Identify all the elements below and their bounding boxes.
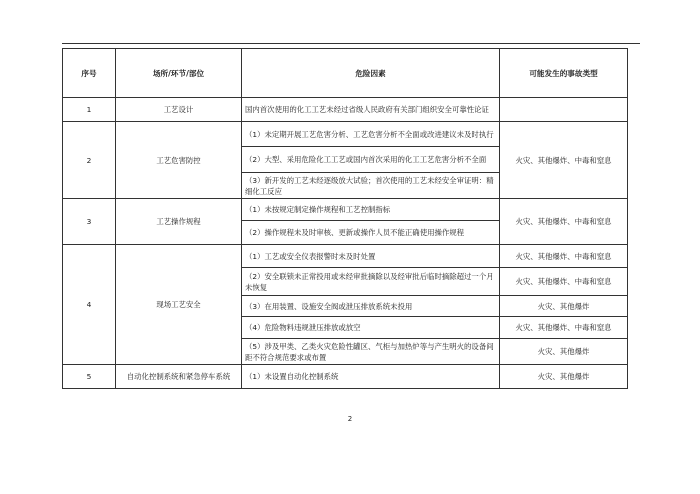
row-accident: 火灾、其他爆炸、中毒和窒息 (500, 317, 628, 339)
table-row (63, 365, 628, 389)
col-header-no: 序号 (63, 49, 116, 98)
col-header-accident: 可能发生的事故类型 (500, 49, 628, 98)
row-number: 3 (63, 199, 116, 245)
row-accident (500, 98, 628, 122)
table-row (63, 122, 628, 147)
row-hazard: （1）未定期开展工艺危害分析、工艺危害分析不全面或改进建议未及时执行 (242, 122, 500, 147)
row-hazard: （1）工艺或安全仪表报警时未及时处置 (242, 245, 500, 268)
row-hazard: （5）涉及甲类、乙类火灾危险性罐区、气柜与加热炉等与产生明火的设备间距不符合规范要求或布置 (242, 339, 500, 365)
row-place: 工艺危害防控 (116, 122, 242, 199)
row-place: 工艺设计 (116, 98, 242, 122)
row-hazard: 国内首次使用的化工工艺未经过省级人民政府有关部门组织安全可靠性论证 (242, 98, 500, 122)
table-row (63, 245, 628, 268)
row-accident: 火灾、其他爆炸、中毒和窒息 (500, 199, 628, 245)
row-accident: 火灾、其他爆炸、中毒和窒息 (500, 245, 628, 268)
header-rule (62, 43, 640, 44)
hazard-table (62, 48, 628, 389)
row-place: 现场工艺安全 (116, 245, 242, 365)
row-number: 2 (63, 122, 116, 199)
row-hazard: （2）安全联锁未正常投用或未经审批摘除以及经审批后临时摘除超过一个月未恢复 (242, 268, 500, 296)
table-row (63, 199, 628, 221)
col-header-place: 场所/环节/部位 (116, 49, 242, 98)
row-accident: 火灾、其他爆炸 (500, 365, 628, 389)
row-place: 工艺操作规程 (116, 199, 242, 245)
row-hazard: （2）操作规程未及时审核、更新或操作人员不能正确使用操作规程 (242, 221, 500, 245)
row-accident: 火灾、其他爆炸、中毒和窒息 (500, 122, 628, 199)
row-hazard: （3）在用装置、设施安全阀或泄压排放系统未投用 (242, 296, 500, 317)
table-header-row (63, 49, 628, 98)
row-place: 自动化控制系统和紧急停车系统 (116, 365, 242, 389)
row-accident: 火灾、其他爆炸 (500, 339, 628, 365)
row-hazard: （1）未设置自动化控制系统 (242, 365, 500, 389)
col-header-hazard: 危险因素 (242, 49, 500, 98)
row-hazard: （3）新开发的工艺未经逐级放大试验；首次使用的工艺未经安全审证明：精细化工反应 (242, 173, 500, 199)
row-accident: 火灾、其他爆炸、中毒和窒息 (500, 268, 628, 296)
row-hazard: （1）未按规定制定操作规程和工艺控制指标 (242, 199, 500, 221)
row-hazard: （4）危险物料违规泄压排放或放空 (242, 317, 500, 339)
table-row (63, 98, 628, 122)
row-number: 1 (63, 98, 116, 122)
row-number: 4 (63, 245, 116, 365)
row-hazard: （2）大型、采用危险化工工艺或国内首次采用的化工工艺危害分析不全面 (242, 147, 500, 173)
page-number: 2 (347, 415, 353, 423)
row-number: 5 (63, 365, 116, 389)
row-accident: 火灾、其他爆炸 (500, 296, 628, 317)
